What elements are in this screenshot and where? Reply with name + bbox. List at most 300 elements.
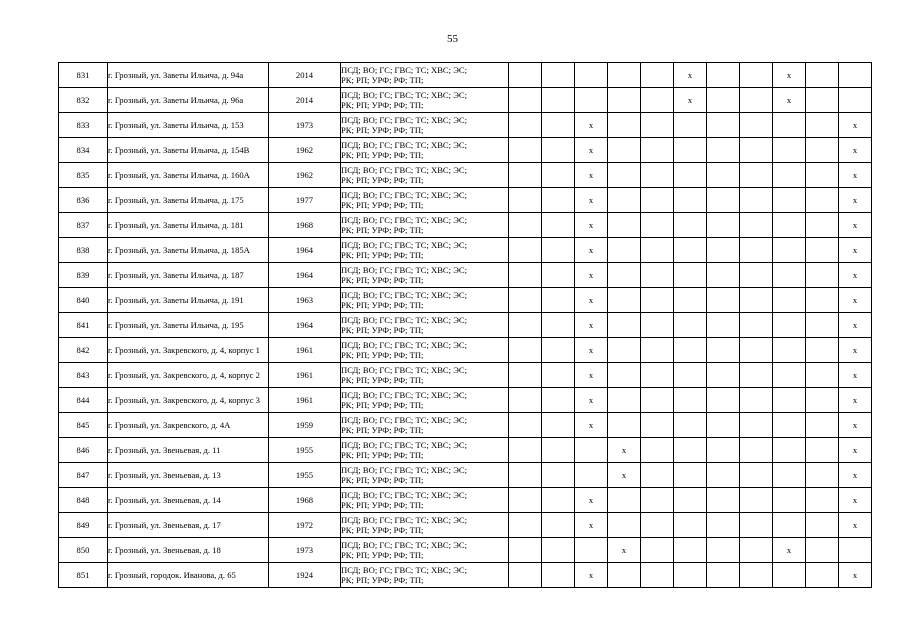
period-mark-cell: x: [839, 388, 872, 413]
period-mark-cell: [641, 313, 674, 338]
period-mark-cell: [509, 63, 542, 88]
works-line: РК; РП; УРФ; РФ; ТП;: [341, 250, 424, 260]
period-mark-cell: [773, 263, 806, 288]
works-list: [341, 488, 509, 513]
row-number: 848: [59, 488, 108, 513]
period-mark-cell: [674, 163, 707, 188]
period-mark-cell: [740, 438, 773, 463]
works-list: [341, 313, 509, 338]
works-line: РК; РП; УРФ; РФ; ТП;: [341, 575, 424, 585]
table-row: [59, 263, 872, 288]
period-mark-cell: x: [839, 438, 872, 463]
works-line: РК; РП; УРФ; РФ; ТП;: [341, 75, 424, 85]
period-mark-cell: [806, 138, 839, 163]
period-mark-cell: [641, 463, 674, 488]
row-number: 843: [59, 363, 108, 388]
build-year: 1964: [269, 313, 341, 338]
period-mark-cell: x: [839, 513, 872, 538]
building-address: г. Грозный, ул. Заветы Ильича, д. 153: [108, 113, 269, 138]
works-list: [341, 138, 509, 163]
row-number: 840: [59, 288, 108, 313]
period-mark-cell: [740, 113, 773, 138]
works-line: ПСД; ВО; ГС; ГВС; ТС; ХВС; ЭС;: [341, 514, 467, 525]
row-number: 849: [59, 513, 108, 538]
period-mark-cell: [674, 313, 707, 338]
period-mark-cell: [575, 463, 608, 488]
period-mark-cell: [806, 363, 839, 388]
building-address: г. Грозный, ул. Закревского, д. 4, корпус 2: [108, 363, 269, 388]
period-mark-cell: [707, 463, 740, 488]
table-row: [59, 563, 872, 588]
build-year: 1973: [269, 538, 341, 563]
period-mark-cell: [641, 488, 674, 513]
period-mark-cell: [806, 538, 839, 563]
period-mark-cell: [707, 438, 740, 463]
period-mark-cell: [509, 313, 542, 338]
building-address: г. Грозный, ул. Звеньевая, д. 13: [108, 463, 269, 488]
period-mark-cell: [839, 538, 872, 563]
table-row: [59, 313, 872, 338]
period-mark-cell: [707, 538, 740, 563]
period-mark-cell: [509, 488, 542, 513]
period-mark-cell: x: [839, 363, 872, 388]
build-year: 1968: [269, 213, 341, 238]
table-body: [59, 63, 872, 588]
building-address: г. Грозный, ул. Звеньевая, д. 11: [108, 438, 269, 463]
period-mark-cell: [773, 138, 806, 163]
works-line: ПСД; ВО; ГС; ГВС; ТС; ХВС; ЭС;: [341, 489, 467, 500]
period-mark-cell: [509, 288, 542, 313]
row-number: 845: [59, 413, 108, 438]
period-mark-cell: [608, 388, 641, 413]
period-mark-cell: [509, 363, 542, 388]
period-mark-cell: [509, 88, 542, 113]
period-mark-cell: x: [575, 213, 608, 238]
period-mark-cell: x: [575, 188, 608, 213]
period-mark-cell: [641, 513, 674, 538]
row-number: 837: [59, 213, 108, 238]
period-mark-cell: x: [839, 288, 872, 313]
period-mark-cell: [542, 488, 575, 513]
build-year: 1977: [269, 188, 341, 213]
period-mark-cell: x: [608, 438, 641, 463]
period-mark-cell: [773, 313, 806, 338]
period-mark-cell: [806, 413, 839, 438]
period-mark-cell: [674, 213, 707, 238]
works-list: [341, 113, 509, 138]
works-line: ПСД; ВО; ГС; ГВС; ТС; ХВС; ЭС;: [341, 339, 467, 350]
period-mark-cell: [806, 288, 839, 313]
period-mark-cell: [542, 388, 575, 413]
period-mark-cell: x: [575, 238, 608, 263]
period-mark-cell: x: [575, 488, 608, 513]
period-mark-cell: [509, 188, 542, 213]
works-list: [341, 363, 509, 388]
period-mark-cell: [773, 413, 806, 438]
period-mark-cell: [806, 313, 839, 338]
period-mark-cell: [806, 463, 839, 488]
period-mark-cell: [707, 163, 740, 188]
building-address: г. Грозный, ул. Звеньевая, д. 14: [108, 488, 269, 513]
works-list: [341, 388, 509, 413]
works-list: [341, 63, 509, 88]
period-mark-cell: [674, 513, 707, 538]
table-row: [59, 113, 872, 138]
period-mark-cell: [806, 388, 839, 413]
table-row: [59, 188, 872, 213]
period-mark-cell: [509, 538, 542, 563]
table-row: [59, 488, 872, 513]
period-mark-cell: [542, 138, 575, 163]
period-mark-cell: [608, 113, 641, 138]
works-line: ПСД; ВО; ГС; ГВС; ТС; ХВС; ЭС;: [341, 114, 467, 125]
period-mark-cell: [707, 563, 740, 588]
row-number: 831: [59, 63, 108, 88]
period-mark-cell: x: [674, 63, 707, 88]
period-mark-cell: [641, 163, 674, 188]
period-mark-cell: x: [839, 113, 872, 138]
building-address: г. Грозный, ул. Заветы Ильича, д. 181: [108, 213, 269, 238]
row-number: 838: [59, 238, 108, 263]
period-mark-cell: x: [608, 538, 641, 563]
works-list: [341, 163, 509, 188]
build-year: 1961: [269, 338, 341, 363]
period-mark-cell: [542, 63, 575, 88]
table-row: [59, 63, 872, 88]
period-mark-cell: [641, 238, 674, 263]
period-mark-cell: [806, 113, 839, 138]
period-mark-cell: x: [839, 138, 872, 163]
building-address: г. Грозный, ул. Звеньевая, д. 18: [108, 538, 269, 563]
period-mark-cell: [509, 213, 542, 238]
period-mark-cell: [542, 538, 575, 563]
table-row: [59, 338, 872, 363]
period-mark-cell: [575, 63, 608, 88]
period-mark-cell: [641, 338, 674, 363]
period-mark-cell: [509, 413, 542, 438]
building-address: г. Грозный, ул. Заветы Ильича, д. 185А: [108, 238, 269, 263]
page-number: 55: [447, 33, 458, 45]
period-mark-cell: [773, 188, 806, 213]
period-mark-cell: [806, 188, 839, 213]
row-number: 851: [59, 563, 108, 588]
period-mark-cell: [773, 463, 806, 488]
period-mark-cell: [740, 538, 773, 563]
period-mark-cell: x: [575, 513, 608, 538]
period-mark-cell: [542, 263, 575, 288]
period-mark-cell: [806, 163, 839, 188]
period-mark-cell: [806, 488, 839, 513]
period-mark-cell: [542, 413, 575, 438]
works-list: [341, 213, 509, 238]
period-mark-cell: [707, 388, 740, 413]
period-mark-cell: [608, 63, 641, 88]
building-address: г. Грозный, ул. Закревского, д. 4А: [108, 413, 269, 438]
period-mark-cell: [608, 288, 641, 313]
buildings-table: [58, 62, 872, 588]
period-mark-cell: x: [575, 138, 608, 163]
period-mark-cell: [740, 488, 773, 513]
period-mark-cell: [740, 363, 773, 388]
period-mark-cell: x: [575, 338, 608, 363]
period-mark-cell: [707, 238, 740, 263]
period-mark-cell: x: [839, 338, 872, 363]
period-mark-cell: [509, 463, 542, 488]
table-row: [59, 163, 872, 188]
works-line: РК; РП; УРФ; РФ; ТП;: [341, 200, 424, 210]
works-list: [341, 438, 509, 463]
period-mark-cell: [707, 313, 740, 338]
works-line: ПСД; ВО; ГС; ГВС; ТС; ХВС; ЭС;: [341, 539, 467, 550]
period-mark-cell: [641, 88, 674, 113]
build-year: 2014: [269, 88, 341, 113]
period-mark-cell: x: [839, 563, 872, 588]
period-mark-cell: [641, 363, 674, 388]
period-mark-cell: [707, 88, 740, 113]
works-line: ПСД; ВО; ГС; ГВС; ТС; ХВС; ЭС;: [341, 264, 467, 275]
period-mark-cell: x: [839, 413, 872, 438]
period-mark-cell: [740, 188, 773, 213]
period-mark-cell: [608, 488, 641, 513]
works-list: [341, 538, 509, 563]
works-line: ПСД; ВО; ГС; ГВС; ТС; ХВС; ЭС;: [341, 189, 467, 200]
building-address: г. Грозный, ул. Закревского, д. 4, корпус 1: [108, 338, 269, 363]
period-mark-cell: [641, 263, 674, 288]
period-mark-cell: [674, 363, 707, 388]
table-row: [59, 438, 872, 463]
period-mark-cell: [806, 563, 839, 588]
period-mark-cell: [608, 163, 641, 188]
period-mark-cell: [542, 438, 575, 463]
period-mark-cell: [608, 213, 641, 238]
period-mark-cell: [608, 338, 641, 363]
period-mark-cell: [608, 188, 641, 213]
period-mark-cell: [674, 488, 707, 513]
building-address: г. Грозный, ул. Заветы Ильича, д. 191: [108, 288, 269, 313]
period-mark-cell: [608, 413, 641, 438]
period-mark-cell: [707, 113, 740, 138]
period-mark-cell: x: [773, 538, 806, 563]
period-mark-cell: [674, 238, 707, 263]
works-list: [341, 263, 509, 288]
period-mark-cell: [740, 338, 773, 363]
works-line: РК; РП; УРФ; РФ; ТП;: [341, 125, 424, 135]
period-mark-cell: [641, 188, 674, 213]
period-mark-cell: [740, 88, 773, 113]
period-mark-cell: [773, 488, 806, 513]
period-mark-cell: [608, 138, 641, 163]
period-mark-cell: [608, 313, 641, 338]
period-mark-cell: [806, 63, 839, 88]
period-mark-cell: [707, 188, 740, 213]
works-line: РК; РП; УРФ; РФ; ТП;: [341, 550, 424, 560]
build-year: 1924: [269, 563, 341, 588]
build-year: 1964: [269, 263, 341, 288]
build-year: 1963: [269, 288, 341, 313]
row-number: 834: [59, 138, 108, 163]
period-mark-cell: [707, 263, 740, 288]
period-mark-cell: [641, 388, 674, 413]
works-list: [341, 463, 509, 488]
period-mark-cell: [575, 438, 608, 463]
works-line: РК; РП; УРФ; РФ; ТП;: [341, 400, 424, 410]
works-list: [341, 563, 509, 588]
works-line: ПСД; ВО; ГС; ГВС; ТС; ХВС; ЭС;: [341, 314, 467, 325]
period-mark-cell: [773, 163, 806, 188]
build-year: 1959: [269, 413, 341, 438]
period-mark-cell: [707, 213, 740, 238]
period-mark-cell: [740, 238, 773, 263]
works-list: [341, 188, 509, 213]
period-mark-cell: [542, 563, 575, 588]
period-mark-cell: [806, 88, 839, 113]
period-mark-cell: [773, 288, 806, 313]
works-line: ПСД; ВО; ГС; ГВС; ТС; ХВС; ЭС;: [341, 564, 467, 575]
period-mark-cell: [674, 288, 707, 313]
table-row: [59, 388, 872, 413]
period-mark-cell: [608, 263, 641, 288]
build-year: 1962: [269, 138, 341, 163]
period-mark-cell: [839, 88, 872, 113]
period-mark-cell: [707, 413, 740, 438]
build-year: 1972: [269, 513, 341, 538]
period-mark-cell: [674, 388, 707, 413]
period-mark-cell: [773, 513, 806, 538]
works-line: РК; РП; УРФ; РФ; ТП;: [341, 325, 424, 335]
period-mark-cell: x: [575, 363, 608, 388]
works-line: ПСД; ВО; ГС; ГВС; ТС; ХВС; ЭС;: [341, 64, 467, 75]
building-address: г. Грозный, городок. Иванова, д. 65: [108, 563, 269, 588]
build-year: 1955: [269, 463, 341, 488]
period-mark-cell: [542, 188, 575, 213]
works-line: РК; РП; УРФ; РФ; ТП;: [341, 525, 424, 535]
table-row: [59, 138, 872, 163]
table-row: [59, 413, 872, 438]
build-year: 2014: [269, 63, 341, 88]
works-line: РК; РП; УРФ; РФ; ТП;: [341, 100, 424, 110]
period-mark-cell: [740, 413, 773, 438]
works-line: РК; РП; УРФ; РФ; ТП;: [341, 450, 424, 460]
works-list: [341, 413, 509, 438]
period-mark-cell: [773, 438, 806, 463]
period-mark-cell: [641, 63, 674, 88]
works-line: РК; РП; УРФ; РФ; ТП;: [341, 225, 424, 235]
period-mark-cell: [806, 513, 839, 538]
period-mark-cell: [806, 438, 839, 463]
works-line: ПСД; ВО; ГС; ГВС; ТС; ХВС; ЭС;: [341, 214, 467, 225]
period-mark-cell: x: [839, 188, 872, 213]
build-year: 1962: [269, 163, 341, 188]
table-row: [59, 213, 872, 238]
works-line: РК; РП; УРФ; РФ; ТП;: [341, 425, 424, 435]
period-mark-cell: x: [839, 263, 872, 288]
works-list: [341, 238, 509, 263]
period-mark-cell: [674, 188, 707, 213]
period-mark-cell: x: [575, 163, 608, 188]
works-line: РК; РП; УРФ; РФ; ТП;: [341, 475, 424, 485]
period-mark-cell: [740, 263, 773, 288]
works-list: [341, 338, 509, 363]
table-row: [59, 513, 872, 538]
period-mark-cell: [509, 113, 542, 138]
row-number: 850: [59, 538, 108, 563]
table-row: [59, 238, 872, 263]
period-mark-cell: [542, 463, 575, 488]
period-mark-cell: [674, 263, 707, 288]
period-mark-cell: [575, 88, 608, 113]
period-mark-cell: [542, 88, 575, 113]
period-mark-cell: [542, 288, 575, 313]
period-mark-cell: x: [575, 413, 608, 438]
period-mark-cell: [509, 163, 542, 188]
row-number: 832: [59, 88, 108, 113]
period-mark-cell: [608, 363, 641, 388]
period-mark-cell: [740, 213, 773, 238]
works-line: ПСД; ВО; ГС; ГВС; ТС; ХВС; ЭС;: [341, 439, 467, 450]
period-mark-cell: x: [839, 213, 872, 238]
period-mark-cell: [509, 563, 542, 588]
period-mark-cell: x: [839, 488, 872, 513]
period-mark-cell: [740, 563, 773, 588]
period-mark-cell: [608, 513, 641, 538]
period-mark-cell: [542, 238, 575, 263]
period-mark-cell: [509, 438, 542, 463]
period-mark-cell: [641, 563, 674, 588]
row-number: 841: [59, 313, 108, 338]
table-row: [59, 463, 872, 488]
row-number: 833: [59, 113, 108, 138]
period-mark-cell: [608, 88, 641, 113]
period-mark-cell: [674, 113, 707, 138]
works-line: ПСД; ВО; ГС; ГВС; ТС; ХВС; ЭС;: [341, 139, 467, 150]
period-mark-cell: [542, 338, 575, 363]
works-line: ПСД; ВО; ГС; ГВС; ТС; ХВС; ЭС;: [341, 89, 467, 100]
period-mark-cell: [773, 338, 806, 363]
period-mark-cell: [707, 138, 740, 163]
period-mark-cell: [707, 363, 740, 388]
period-mark-cell: x: [839, 238, 872, 263]
works-line: РК; РП; УРФ; РФ; ТП;: [341, 175, 424, 185]
row-number: 836: [59, 188, 108, 213]
period-mark-cell: [806, 263, 839, 288]
period-mark-cell: [509, 263, 542, 288]
period-mark-cell: [641, 413, 674, 438]
building-address: г. Грозный, ул. Звеньевая, д. 17: [108, 513, 269, 538]
period-mark-cell: [806, 213, 839, 238]
works-line: ПСД; ВО; ГС; ГВС; ТС; ХВС; ЭС;: [341, 164, 467, 175]
works-line: РК; РП; УРФ; РФ; ТП;: [341, 275, 424, 285]
period-mark-cell: [641, 538, 674, 563]
period-mark-cell: x: [575, 563, 608, 588]
works-line: РК; РП; УРФ; РФ; ТП;: [341, 500, 424, 510]
period-mark-cell: [542, 513, 575, 538]
period-mark-cell: [509, 388, 542, 413]
period-mark-cell: [806, 238, 839, 263]
period-mark-cell: [740, 163, 773, 188]
period-mark-cell: x: [839, 463, 872, 488]
period-mark-cell: [641, 288, 674, 313]
works-line: РК; РП; УРФ; РФ; ТП;: [341, 350, 424, 360]
period-mark-cell: [773, 388, 806, 413]
building-address: г. Грозный, ул. Закревского, д. 4, корпус 3: [108, 388, 269, 413]
building-address: г. Грозный, ул. Заветы Ильича, д. 175: [108, 188, 269, 213]
period-mark-cell: [773, 563, 806, 588]
works-line: ПСД; ВО; ГС; ГВС; ТС; ХВС; ЭС;: [341, 414, 467, 425]
period-mark-cell: [806, 338, 839, 363]
period-mark-cell: [707, 338, 740, 363]
period-mark-cell: [608, 238, 641, 263]
works-line: ПСД; ВО; ГС; ГВС; ТС; ХВС; ЭС;: [341, 364, 467, 375]
